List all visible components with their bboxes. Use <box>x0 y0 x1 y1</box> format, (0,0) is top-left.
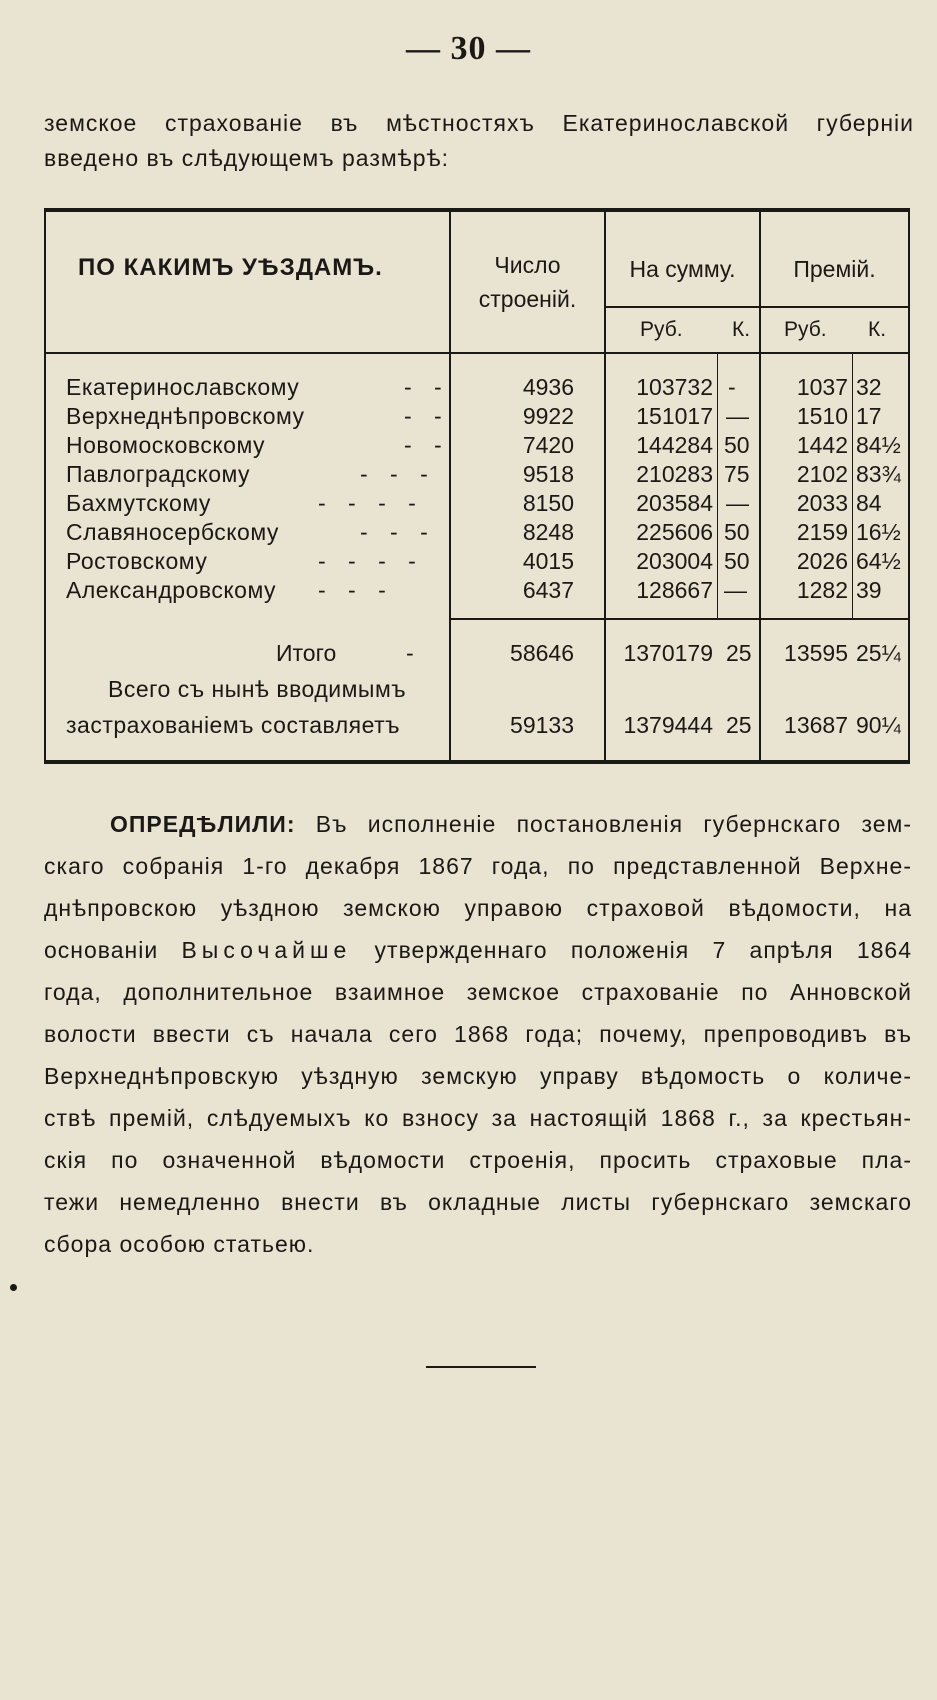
row-dashes: - - <box>404 403 450 429</box>
row-buildings: 8248 <box>522 519 574 545</box>
row-prem-rub: 2159 <box>796 519 848 545</box>
row-dashes: - - <box>404 374 450 400</box>
total-sum-rub: 1370179 <box>623 640 713 666</box>
row-prem-kop: 16½ <box>856 519 901 545</box>
row-district: Бахмутскому <box>66 490 211 516</box>
section-divider <box>426 1366 536 1368</box>
resolution-line <box>44 929 912 971</box>
row-buildings: 6437 <box>522 577 574 603</box>
header-buildings-l1: Число <box>494 252 561 278</box>
resolution-text: Въ исполненіе постановленія губернскаго зем- <box>315 811 913 837</box>
row-sum-rub: 203584 <box>636 490 713 516</box>
row-buildings: 4015 <box>522 548 574 574</box>
total-buildings: 58646 <box>510 640 574 666</box>
row-district: Екатеринославскому <box>66 374 300 400</box>
row-district: Славяносербскому <box>66 519 279 545</box>
row-sum-rub: 144284 <box>636 432 713 458</box>
row-sum-kop: — <box>726 490 749 516</box>
row-sum-rub: 103732 <box>636 374 713 400</box>
header-rub: Руб. <box>640 318 683 341</box>
total-sum-kop: 25 <box>726 640 752 666</box>
row-sum-kop: 75 <box>724 461 750 487</box>
row-prem-kop: 39 <box>856 577 882 603</box>
col-rule <box>852 354 853 618</box>
intro-line: земское страхованіе въ мѣстностяхъ Екатеринославской губерніи <box>44 110 914 136</box>
row-district: Павлоградскому <box>66 461 251 487</box>
row-prem-kop: 64½ <box>856 548 901 574</box>
grand-total-prem-rub: 13687 <box>784 712 848 738</box>
table-top-rule <box>44 208 910 212</box>
row-prem-rub: 2102 <box>796 461 848 487</box>
resolution-text: утвержденнаго положенія 7 апрѣля 1864 <box>374 937 912 963</box>
resolution-line: скаго собранія 1-го декабря 1867 года, по представленной Верхне- <box>44 853 912 879</box>
row-district: Новомосковскому <box>66 432 266 458</box>
grand-total-prem-kop: 90¼ <box>856 712 901 738</box>
row-sum-kop: — <box>724 577 747 603</box>
row-prem-rub: 2026 <box>796 548 848 574</box>
resolution-line: ствѣ премій, слѣдуемыхъ ко взносу за настоящій 1868 г., за крестьян- <box>44 1105 912 1131</box>
row-sum-rub: 151017 <box>636 403 713 429</box>
row-district: Александровскому <box>66 577 277 603</box>
row-prem-kop: 84 <box>856 490 882 516</box>
row-prem-kop: 84½ <box>856 432 901 458</box>
row-prem-rub: 1510 <box>796 403 848 429</box>
table-bottom-rule <box>44 760 910 764</box>
resolution-line: сбора особою статьею. <box>44 1231 315 1257</box>
row-buildings: 7420 <box>522 432 574 458</box>
header-sum: На сумму. <box>629 256 736 282</box>
row-sum-rub: 225606 <box>636 519 713 545</box>
resolution-line: днѣпровскою уѣздною земскою управою страховой вѣдомости, на <box>44 895 912 921</box>
grand-total-buildings: 59133 <box>510 712 574 738</box>
row-buildings: 4936 <box>522 374 574 400</box>
row-dashes: - - - <box>318 577 394 603</box>
row-prem-rub: 1442 <box>796 432 848 458</box>
intro-line: введено въ слѣдующемъ размѣрѣ: <box>44 145 450 171</box>
resolution-text: основаніи <box>44 937 159 963</box>
resolution-line: года, дополнительное взаимное земское страхованіе по Анновской <box>44 979 912 1005</box>
row-district: Верхнеднѣпровскому <box>66 403 305 429</box>
resolution-line: Верхнеднѣпровскую уѣздную земскую управу вѣдомость о количе- <box>44 1063 912 1089</box>
row-dashes: - - - - <box>318 548 424 574</box>
intro-paragraph <box>44 106 914 176</box>
subheader-rule <box>604 306 910 308</box>
row-dashes: - - - - <box>318 490 424 516</box>
row-sum-rub: 128667 <box>636 577 713 603</box>
header-rub: Руб. <box>784 318 827 341</box>
row-sum-rub: 203004 <box>636 548 713 574</box>
row-prem-kop: 17 <box>856 403 882 429</box>
insurance-table <box>44 208 910 764</box>
total-label: Итого <box>276 640 337 666</box>
row-prem-kop: 32 <box>856 374 882 400</box>
resolution-line: волости ввести съ начала сего 1868 года; почему, препроводивъ въ <box>44 1021 912 1047</box>
row-sum-kop: - <box>728 374 736 400</box>
row-district: Ростовскому <box>66 548 208 574</box>
margin-dot <box>10 1284 17 1291</box>
row-prem-kop: 83¾ <box>856 461 901 487</box>
header-buildings-l2: строеній. <box>478 286 577 312</box>
grand-total-sum-rub: 1379444 <box>623 712 713 738</box>
row-sum-kop: 50 <box>724 432 750 458</box>
resolution-emphasis: Высочайше <box>181 937 352 963</box>
resolution-line: тежи немедленно внести въ окладные листы губернскаго земскаго <box>44 1189 912 1215</box>
row-buildings: 9922 <box>522 403 574 429</box>
resolution-paragraph <box>44 803 912 1265</box>
table-left-rule <box>44 208 46 764</box>
row-prem-rub: 1282 <box>796 577 848 603</box>
totals-rule <box>449 618 910 620</box>
header-district: ПО КАКИМЪ УѢЗДАМЪ. <box>78 254 383 281</box>
table-right-rule <box>908 208 910 764</box>
header-premium: Премій. <box>793 256 876 282</box>
total-dash: - <box>406 640 414 666</box>
row-buildings: 9518 <box>522 461 574 487</box>
row-dashes: - - - <box>360 461 436 487</box>
grand-total-label-1: Всего съ нынѣ вводимымъ <box>108 676 407 702</box>
resolution-line <box>44 803 912 845</box>
col-rule <box>717 354 718 618</box>
total-prem-rub: 13595 <box>784 640 848 666</box>
resolution-head: ОПРЕДѢЛИЛИ: <box>110 811 296 837</box>
header-rule <box>44 352 910 354</box>
header-kop: К. <box>868 318 887 341</box>
page-number: — 30 — <box>406 30 531 67</box>
row-sum-kop: — <box>726 403 749 429</box>
row-prem-rub: 2033 <box>796 490 848 516</box>
row-dashes: - - - <box>360 519 436 545</box>
row-sum-kop: 50 <box>724 548 750 574</box>
resolution-line: скія по означенной вѣдомости строенія, просить страховые пла- <box>44 1147 912 1173</box>
header-buildings <box>451 248 604 316</box>
row-dashes: - - <box>404 432 450 458</box>
row-buildings: 8150 <box>522 490 574 516</box>
row-sum-kop: 50 <box>724 519 750 545</box>
row-sum-rub: 210283 <box>636 461 713 487</box>
grand-total-sum-kop: 25 <box>726 712 752 738</box>
header-kop: К. <box>732 318 751 341</box>
row-prem-rub: 1037 <box>796 374 848 400</box>
total-prem-kop: 25¼ <box>856 640 901 666</box>
grand-total-label-2: застрахованіемъ составляетъ <box>66 712 401 738</box>
